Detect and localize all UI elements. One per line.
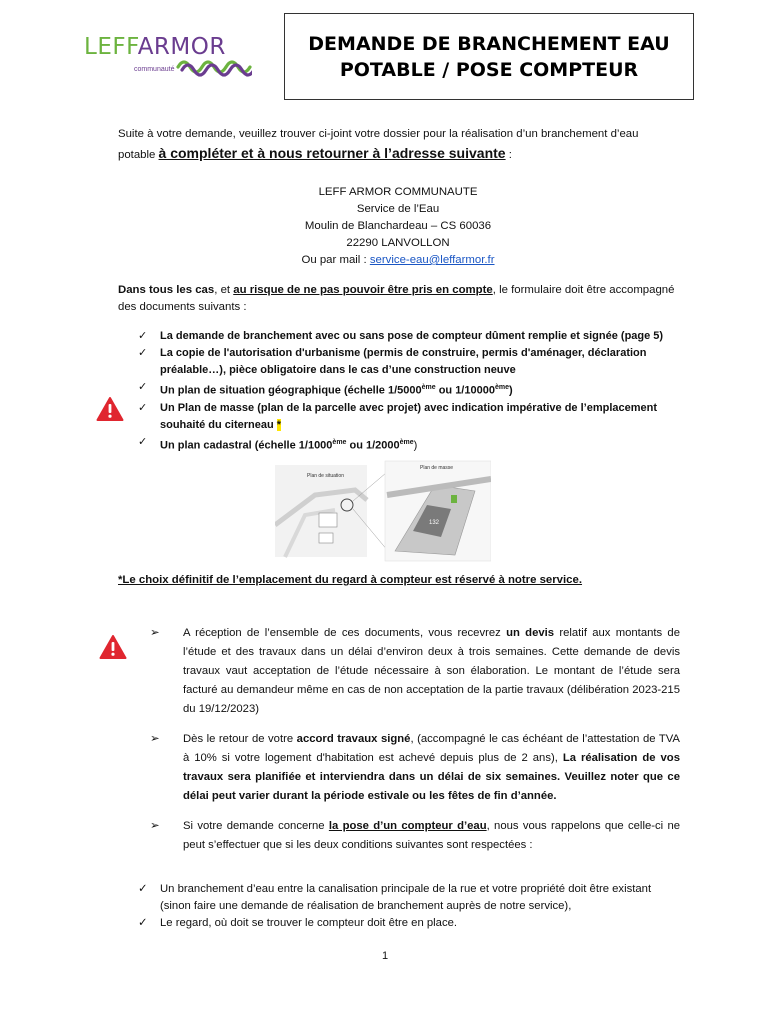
title-line-2: POTABLE / POSE COMPTEUR [339, 58, 639, 81]
list-item: ✓ Le regard, où doit se trouver le compteur doit être en place. [138, 915, 680, 932]
check-icon: ✓ [138, 883, 148, 895]
list-item: ✓ Un plan de situation géographique (échelle 1/5000ème ou 1/10000ème) [138, 381, 513, 397]
conditions-paragraph: Dans tous les cas, et au risque de ne pas pouvoir être pris en compte, le formulaire doit être accompagné des documents suivants : [118, 284, 675, 313]
info-item-meter: ➢ Si votre demande concerne la pose d’un compteur d’eau, nous vous rappelons que celle-ci ne peut s’effectuer que si les deux conditions suivantes sont respectées : [150, 817, 680, 855]
document-title-box [284, 13, 694, 100]
list-item: ✓ Un plan cadastral (échelle 1/1000ème ou 1/2000ème) [138, 435, 418, 452]
check-icon: ✓ [138, 347, 148, 359]
info-item-works: ➢ Dès le retour de votre accord travaux signé, (accompagné le cas échéant de l’attestation de TVA à 10% si votre logement d'habitation est achevé depuis plus de 2 ans), La réalisation de vos travaux sera planifiée et interviendra dans un délai de six semaines. Veuillez noter que ce délai peut varier durant la période estivale ou les fêtes de fin d’année. [150, 730, 680, 806]
label-masse: Plan de masse [420, 465, 454, 471]
check-icon: ✓ [138, 330, 148, 342]
list-item: ✓ La copie de l'autorisation d'urbanisme (permis de construire, permis d'aménager, déclaration préalable…), pièce obligatoire dans le cas d’une construction neuve [138, 347, 647, 376]
list-item: ✓ La demande de branchement avec ou sans pose de compteur dûment remplie et signée (page 5) [138, 328, 680, 345]
leffarmor-logo [84, 36, 254, 86]
asterisk-highlight: * [276, 418, 282, 431]
warning-icon [99, 634, 127, 660]
site-plan-illustration [275, 455, 491, 567]
meter-conditions-list [138, 881, 680, 932]
intro-emphasis: à compléter et à nous retourner à l’adresse suivante [158, 145, 506, 161]
list-item: ✓ Un Plan de masse (plan de la parcelle avec projet) avec indication impérative de l’emplacement souhaité du citerneau * [138, 401, 658, 431]
check-icon: ✓ [138, 435, 148, 448]
required-documents-list [138, 328, 680, 454]
label-situation: Plan de situation [307, 473, 344, 479]
check-icon: ✓ [138, 401, 148, 414]
list-item: ✓ Un branchement d’eau entre la canalisation principale de la rue et votre propriété doit être existant (sinon faire une demande de réalisation de branchement auprès de notre service), [138, 883, 652, 912]
arrow-bullet-icon: ➢ [150, 820, 160, 832]
logo-subtitle: communauté [134, 66, 175, 73]
page-number: 1 [381, 950, 389, 962]
check-icon: ✓ [138, 381, 148, 393]
label-parcel-number: 132 [429, 520, 440, 526]
logo-wordmark: LEFFARMOR [84, 34, 226, 60]
footnote: *Le choix définitif de l’emplacement du regard à compteur est réservé à notre service. [118, 574, 583, 586]
logo-waves-icon [176, 56, 252, 78]
info-item-quote: ➢ A réception de l’ensemble de ces documents, vous recevrez un devis relatif aux montants de l’étude et des travaux dans un délai d’environ deux à trois semaines. Cette demande de devis travaux vaut acceptation de l’étude nécessaire à son élaboration. Le montant de l’étude sera facturé au demandeur même en cas de non acceptation de la partie travaux (délibération 2023-215 du 19/12/2023) [150, 624, 680, 719]
email-link[interactable]: service-eau@leffarmor.fr [369, 254, 495, 266]
check-icon: ✓ [138, 917, 148, 929]
postal-address: LEFF ARMOR COMMUNAUTE Service de l’Eau Moulin de Blanchardeau – CS 60036 22290 LANVOLLON Ou par mail : service-eau@leffarmor.fr [301, 186, 495, 266]
warning-icon [96, 396, 124, 422]
arrow-bullet-icon: ➢ [150, 627, 160, 639]
arrow-bullet-icon: ➢ [150, 733, 160, 745]
title-line-1: DEMANDE DE BRANCHEMENT EAU [308, 32, 670, 55]
intro-paragraph: Suite à votre demande, veuillez trouver ci-joint votre dossier pour la réalisation d’un branchement d’eau potable à compléter et à nous retourner à l’adresse suivante : [118, 128, 639, 161]
